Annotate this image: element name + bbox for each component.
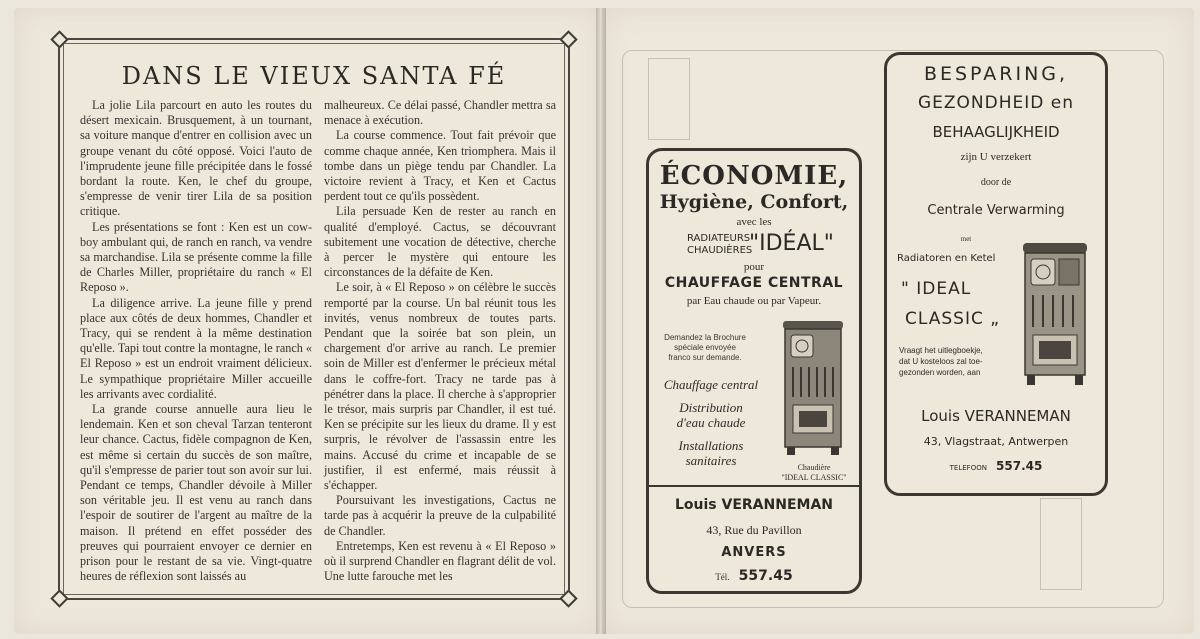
- ad-text: zijn U verzekert: [960, 151, 1032, 163]
- ad-text: Radiatoren en Ketel: [897, 253, 996, 264]
- ad-telephone-label: Tél.: [715, 572, 730, 582]
- ad-info-note: [899, 345, 983, 378]
- article-paragraph: Lila persuade Ken de rester au ranch en qualité d'employé. Cactus, se découvrant subitement une vocation de détective, cherche à percer le mystère qui entoure les circonstances de la défaite de Ken.: [324, 204, 556, 280]
- article-paragraph: La course commence. Tout fait prévoir que comme chaque année, Ken triomphera. Mais il tombe dans un piège tendu par Chandler. La victoire revient à Tracy, et Ken et Cactus perdent tout ce qu'ils possèdent.: [324, 128, 556, 204]
- ad-address: 43, Vlagstraat, Antwerpen: [923, 435, 1069, 448]
- ad-subheadline: Hygiène, Confort,: [659, 191, 849, 213]
- article-column-left: [80, 98, 312, 585]
- article-paragraph: La grande course annuelle aura lieu le lendemain. Ken et son cheval Tarzan tenteront leur chance. Cactus, fidèle compagnon de Ken, est même si certain du succès de son maître, qu'il s'empresse de parier tout son avoir sur lui. Pendant ce temps, Chandler dévoile à Miller son véritable jeu. Il est venu au ranch dans l'espoir de soutirer de l'argent au maître de la maison. Il prétend en effet posséder des preuves qui pourraient envoyer ce dernier en prison pour le restant de sa vie. Vingt-quatre heures de réflexion sont laissés au: [80, 402, 312, 584]
- ad-divider: [649, 485, 859, 487]
- ad-headline: ÉCONOMIE,: [659, 161, 849, 191]
- ad-info-line: Vraagt het uitlegboekje,: [899, 346, 983, 355]
- article-paragraph: La diligence arrive. La jeune fille y prend place aux côtés de deux hommes, Chandler et Tracy, qui se rendent à la même destination qu'elle. Tapi tout contre la montagne, le ranch « El Reposo » est un endroit vraiment délicieux. Le sympathique propriétaire Miller accueille les arrivants avec cordialité.: [80, 295, 312, 401]
- ad-brochure-line: spéciale envoyée: [674, 343, 736, 352]
- ad-info-line: dat U kosteloos zal toe-: [899, 357, 983, 366]
- ad-brand-prefix-top: RADIATEURS: [687, 233, 751, 244]
- ad-service-item: Installations: [678, 438, 744, 453]
- ad-heading: CHAUFFAGE CENTRAL: [664, 275, 844, 291]
- ad-telephone: [887, 455, 1105, 474]
- boiler-caption-line: Chaudière: [797, 463, 831, 472]
- ad-heading: Centrale Verwarming: [927, 203, 1065, 218]
- ad-text: door de: [980, 177, 1012, 188]
- ad-headline: BEHAAGLIJKHEID: [932, 123, 1060, 141]
- article-paragraph: malheureux. Ce délai passé, Chandler mettra sa menace à exécution.: [324, 98, 556, 128]
- article-title: DANS LE VIEUX SANTA FÉ: [121, 62, 507, 90]
- article-frame: [58, 38, 570, 600]
- ad-company-name: Louis VERANNEMAN: [921, 407, 1071, 425]
- booklet-gutter: [596, 8, 606, 634]
- ad-text: avec les: [736, 216, 772, 228]
- ad-address: 43, Rue du Pavillon: [706, 523, 802, 537]
- boiler-illustration: [777, 317, 849, 459]
- ad-dutch-ideal: [884, 52, 1108, 496]
- ad-services-list: [655, 377, 767, 468]
- ad-service-item: sanitaires: [685, 453, 737, 468]
- article-paragraph: Le soir, à « El Reposo » on célèbre le succès remporté par la course. Un bal réunit tous les invités, venus nombreux de toutes parts. Pendant que la soirée bat son plein, un chargement d'or arrive au ranch. Le premier soin de Miller est d'enfermer le précieux métal dans le coffre-fort. Tracy ne tarde pas à pénétrer dans la place. Il cherche à s'approprier le trésor, mais surpris par Chandler, il est tué. Ken se précipite sur les lieux du drame. Il y est surpris, le révolver de l'assassin entre les mains. Accusé du crime et incapable de se justifier, il est enfermé, mais réussit à s'échapper.: [324, 280, 556, 493]
- article-paragraph: Entretemps, Ken est revenu à « El Reposo » où il surprend Chandler en flagrant délit de vol. Une lutte farouche met les: [324, 538, 556, 584]
- ad-telephone-label: TELEFOON: [949, 464, 987, 472]
- ad-text: pour: [743, 261, 765, 273]
- ad-brand: " IDEAL: [901, 279, 972, 299]
- ad-brand: CLASSIC „: [905, 309, 1001, 329]
- ad-headline: GEZONDHEID en: [917, 93, 1074, 113]
- ad-brand: "IDÉAL": [749, 231, 834, 256]
- boiler-caption: [769, 463, 859, 483]
- ad-french-ideal: [646, 148, 862, 594]
- article-paragraph: Poursuivant les investigations, Cactus ne tarde pas à acquérir la preuve de la culpabilité de Chandler.: [324, 493, 556, 538]
- ad-service-item: d'eau chaude: [676, 415, 746, 430]
- article-column-right: [324, 98, 556, 585]
- boiler-caption-line: "IDEAL CLASSIC": [781, 473, 847, 482]
- article-paragraph: Les présentations se font : Ken est un cow-boy ambulant qui, de ranch en ranch, va vendre sa marchandise. Lila se présente comme la fille de Charles Miller, propriétaire du ranch « El Reposo ».: [80, 219, 312, 295]
- ad-city: ANVERS: [721, 545, 787, 560]
- ad-brand-prefix: [687, 233, 753, 257]
- ad-brochure-line: Demandez la Brochure: [664, 333, 746, 342]
- ad-info-line: gezonden worden, aan: [899, 368, 981, 377]
- ad-brochure-line: franco sur demande.: [668, 353, 742, 362]
- ad-service-item: Distribution: [679, 400, 743, 415]
- boiler-illustration: [1017, 239, 1093, 389]
- ad-service-item: Chauffage central: [663, 377, 759, 392]
- ad-text: met: [960, 235, 972, 243]
- ad-brand-prefix-bottom: CHAUDIÈRES: [687, 245, 753, 256]
- article-paragraph: La jolie Lila parcourt en auto les routes du désert mexicain. Brusquement, à un tournant, sa voiture manque d'entrer en collision avec un groupe venant du côté opposé. Voici l'auto de l'imprudente jeune fille précipitée dans le fossé bordant la route. Ken, le chef du groupe, s'empresse de venir tirer Lila de sa position critique.: [80, 98, 312, 219]
- ad-brochure-note: [655, 333, 755, 363]
- ad-telephone-number: 557.45: [738, 568, 793, 584]
- ad-company-name: Louis VERANNEMAN: [674, 497, 833, 513]
- ad-telephone-number: 557.45: [996, 459, 1043, 473]
- ad-headline: BESPARING,: [923, 63, 1069, 85]
- ad-telephone: [649, 565, 859, 584]
- ad-text: par Eau chaude ou par Vapeur.: [686, 295, 822, 307]
